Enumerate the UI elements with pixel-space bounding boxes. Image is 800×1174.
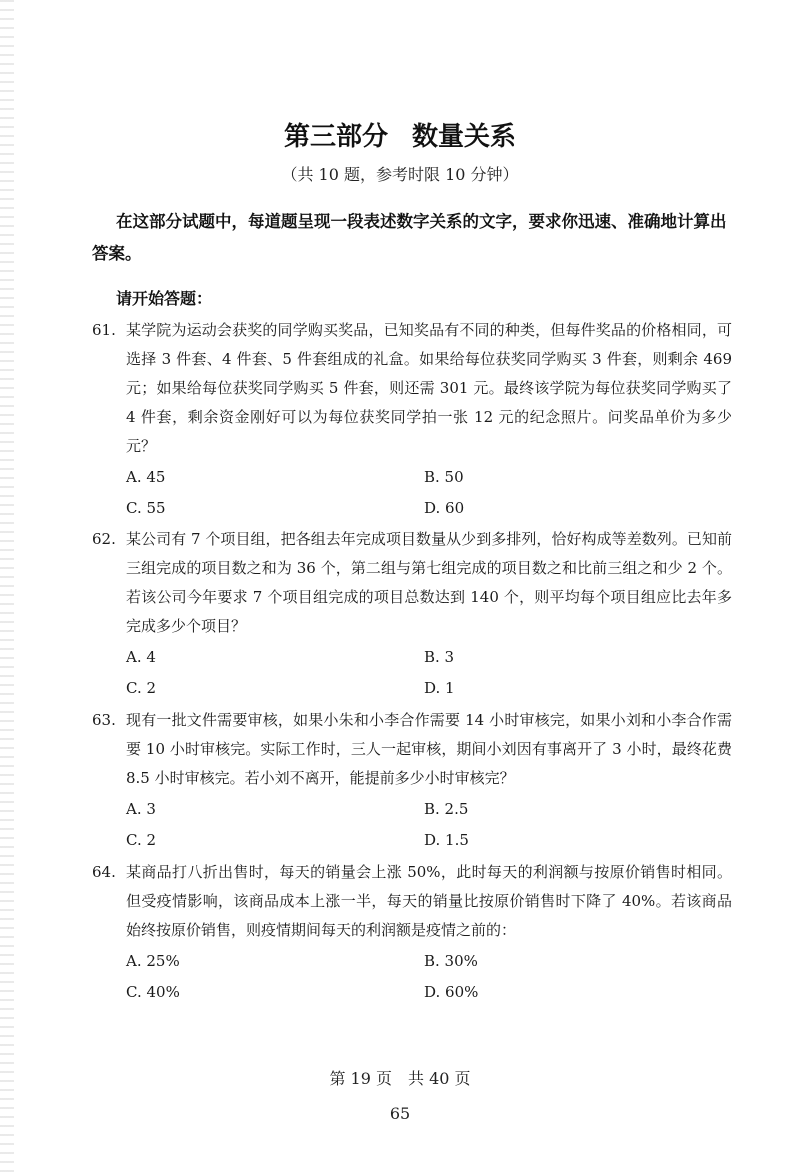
question-number: 61. xyxy=(92,321,116,339)
options xyxy=(126,793,732,857)
option-a: A. 3 xyxy=(126,800,156,818)
question-stem: 现有一批文件需要审核，如果小朱和小李合作需要 14 小时审核完，如果小刘和小李合作需要 10 小时审核完。实际工作时，三人一起审核，期间小刘因有事离开了 3 小时，最终花费 8.5 小时审核完。若小刘不离开，能提前多少小时审核完？ xyxy=(126,711,732,787)
option-a: A. 45 xyxy=(126,468,166,486)
option-d: D. 60% xyxy=(424,983,479,1001)
question-64 xyxy=(92,858,732,1009)
options xyxy=(126,945,732,1009)
option-b: B. 3 xyxy=(424,648,455,666)
section-name: 数量关系 xyxy=(412,122,517,152)
question-61 xyxy=(92,316,732,525)
question-62 xyxy=(92,525,732,705)
option-a: A. 4 xyxy=(126,648,156,666)
question-number: 62. xyxy=(92,530,116,548)
option-b: B. 2.5 xyxy=(424,800,469,818)
option-c: C. 40% xyxy=(126,983,180,1001)
option-d: D. 1.5 xyxy=(424,831,469,849)
option-a: A. 25% xyxy=(126,952,180,970)
question-stem: 某学院为运动会获奖的同学购买奖品，已知奖品有不同的种类，但每件奖品的价格相同，可选择 3 件套、4 件套、5 件套组成的礼盒。如果给每位获奖同学购买 3 件套，则剩余 469 元；如果给每位获奖同学购买 5 件套，则还需 301 元。最终该学院为每位获奖同学购买了 4 件套，剩余资金刚好可以为每位获奖同学拍一张 12 元的纪念照片。问奖品单价为多少元？ xyxy=(126,321,732,455)
option-c: C. 2 xyxy=(126,679,157,697)
question-number: 64. xyxy=(92,863,116,881)
question-stem: 某商品打八折出售时，每天的销量会上涨 50%，此时每天的利润额与按原价销售时相同。但受疫情影响，该商品成本上涨一半，每天的销量比按原价销售时下降了 40%。若该商品始终按原价销售，则疫情期间每天的利润额是疫情之前的： xyxy=(126,863,732,939)
option-d: D. 1 xyxy=(424,679,455,697)
option-b: B. 50 xyxy=(424,468,464,486)
option-c: C. 55 xyxy=(126,499,166,517)
begin-prompt: 请开始答题： xyxy=(116,289,213,308)
option-b: B. 30% xyxy=(424,952,478,970)
page-number: 65 xyxy=(389,1104,411,1123)
section-subtitle: （共 10 题，参考时限 10 分钟） xyxy=(281,165,519,184)
section-part: 第三部分 xyxy=(283,122,388,152)
section-title xyxy=(0,116,800,153)
question-63 xyxy=(92,706,732,857)
question-number: 63. xyxy=(92,711,116,729)
page-footer: 第 19 页 共 40 页 xyxy=(329,1069,471,1088)
option-d: D. 60 xyxy=(424,499,465,517)
question-stem: 某公司有 7 个项目组，把各组去年完成项目数量从少到多排列，恰好构成等差数列。已知前三组完成的项目数之和为 36 个，第二组与第七组完成的项目数之和比前三组之和少 2 个。若该公司今年要求 7 个项目组完成的项目总数达到 140 个，则平均每个项目组应比去年多完成多少个项目？ xyxy=(126,530,732,635)
instructions: 在这部分试题中，每道题呈现一段表述数字关系的文字，要求你迅速、准确地计算出答案。 xyxy=(92,212,727,263)
options xyxy=(126,641,732,705)
options xyxy=(126,461,732,525)
option-c: C. 2 xyxy=(126,831,157,849)
